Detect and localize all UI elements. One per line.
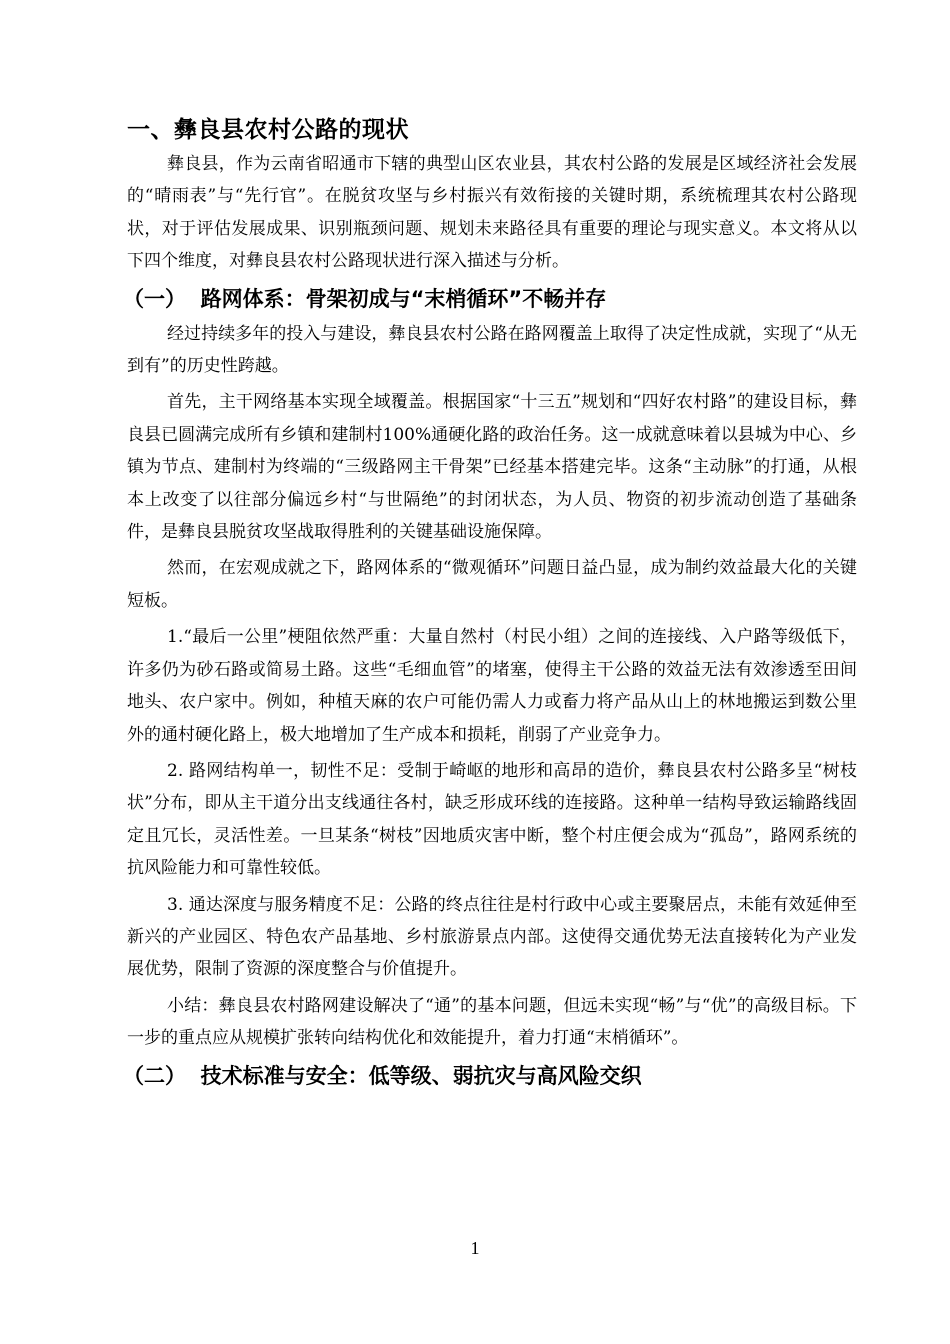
subsection-heading-2: （二） 技术标准与安全：低等级、弱抗灾与高风险交织 xyxy=(123,1063,642,1088)
paragraph: 2. 路网结构单一，韧性不足：受制于崎岖的地形和高昂的造价，彝良县农村公路多呈“树枝状”分布，即从主干道分出支线通往各村，缺乏形成环线的连接路。这种单一结构导致运输路线固定且冗长，灵活性差。一旦某条“树枝”因地质灾害中断，整个村庄便会成为“孤岛”，路网系统的抗风险能力和可靠性较低。 xyxy=(127,760,857,879)
section-heading: 一、彝良县农村公路的现状 xyxy=(127,117,409,143)
paragraph: 然而，在宏观成就之下，路网体系的“微观循环”问题日益凸显，成为制约效益最大化的关键短板。 xyxy=(127,558,857,611)
paragraph: 3. 通达深度与服务精度不足：公路的终点往往是村行政中心或主要聚居点，未能有效延伸至新兴的产业园区、特色农产品基地、乡村旅游景点内部。这使得交通优势无法直接转化为产业发展优势，限制了资源的深度整合与价值提升。 xyxy=(127,894,857,980)
paragraph: 首先，主干网络基本实现全域覆盖。根据国家“十三五”规划和“四好农村路”的建设目标，彝良县已圆满完成所有乡镇和建制村100%通硬化路的政治任务。这一成就意味着以县城为中心、乡镇为节点、建制村为终端的“三级路网主干骨架”已经基本搭建完毕。这条“主动脉”的打通，从根本上改变了以往部分偏远乡村“与世隔绝”的封闭状态，为人员、物资的初步流动创造了基础条件，是彝良县脱贫攻坚战取得胜利的关键基础设施保障。 xyxy=(127,392,857,543)
paragraph: 经过持续多年的投入与建设，彝良县农村公路在路网覆盖上取得了决定性成就，实现了“从无到有”的历史性跨越。 xyxy=(127,323,857,377)
page-number: 1 xyxy=(470,1238,480,1258)
paragraph: 1.“最后一公里”梗阻依然严重：大量自然村（村民小组）之间的连接线、入户路等级低下，许多仍为砂石路或简易土路。这些“毛细血管”的堵塞，使得主干公路的效益无法有效渗透至田间地头、农户家中。例如，种植天麻的农户可能仍需人力或畜力将产品从山上的林地搬运到数公里外的通村硬化路上，极大地增加了生产成本和损耗，削弱了产业竞争力。 xyxy=(127,627,857,745)
intro-paragraph: 彝良县，作为云南省昭通市下辖的典型山区农业县，其农村公路的发展是区域经济社会发展的“晴雨表”与“先行官”。在脱贫攻坚与乡村振兴有效衔接的关键时期，系统梳理其农村公路现状，对于评估发展成果、识别瓶颈问题、规划未来路径具有重要的理论与现实意义。本文将从以下四个维度，对彝良县农村公路现状进行深入描述与分析。 xyxy=(127,154,857,272)
subsection-heading-1: （一） 路网体系：骨架初成与“末梢循环”不畅并存 xyxy=(123,286,607,311)
document-body xyxy=(123,112,857,1095)
summary-paragraph: 小结：彝良县农村路网建设解决了“通”的基本问题，但远未实现“畅”与“优”的高级目标。下一步的重点应从规模扩张转向结构优化和效能提升，着力打通“末梢循环”。 xyxy=(127,995,857,1049)
